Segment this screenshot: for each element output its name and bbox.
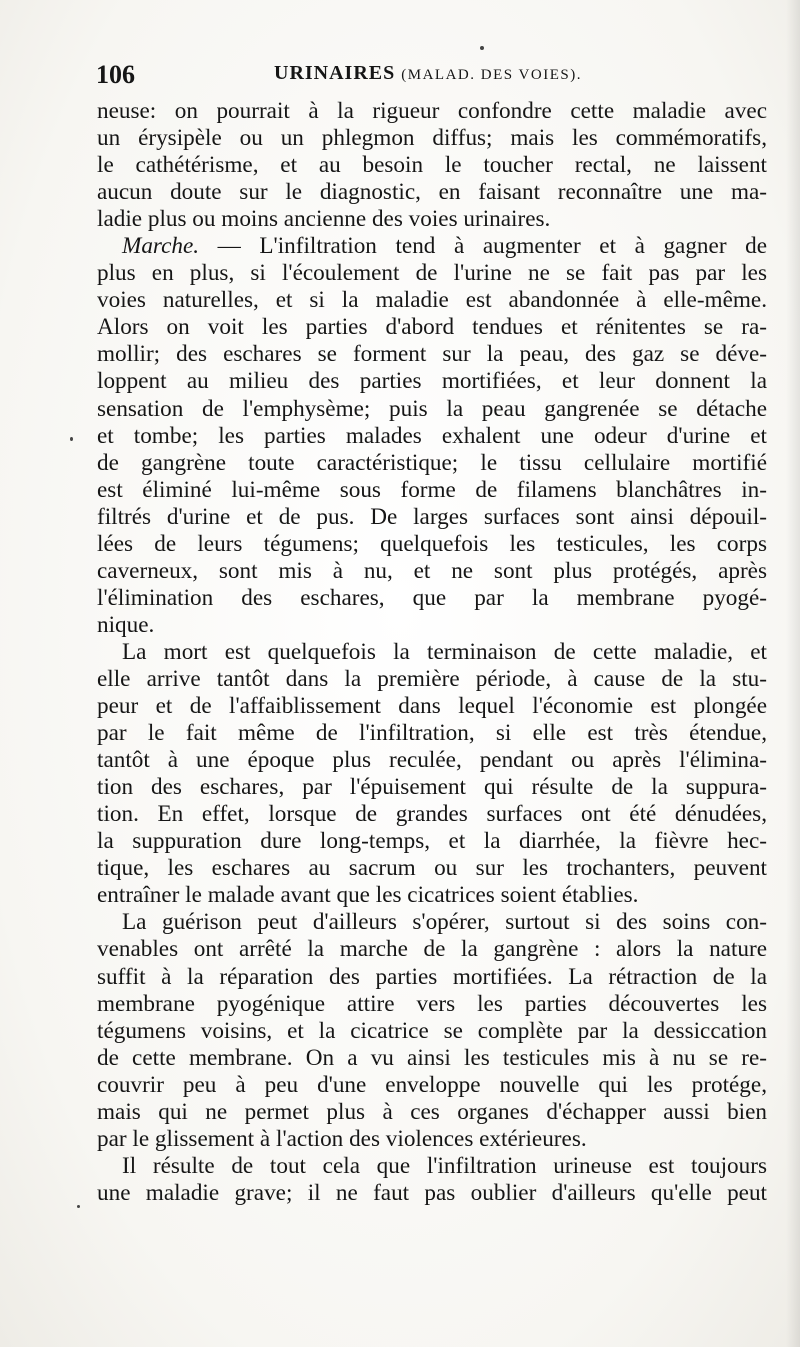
running-head xyxy=(274,62,582,85)
text-line: sensation de l'emphysème; puis la peau gangrenée se détache xyxy=(97,395,767,422)
spine-shadow xyxy=(786,0,800,1347)
ink-speck xyxy=(77,1205,80,1208)
text-line: tion des eschares, par l'épuisement qui résulte de la suppura- xyxy=(97,774,767,801)
text-line: nique. xyxy=(97,611,155,638)
text-line: mollir; des eschares se forment sur la peau, des gaz se déve- xyxy=(97,341,767,368)
text-line: le cathétérisme, et au besoin le toucher rectal, ne laissent xyxy=(97,152,767,179)
text-line: neuse: on pourrait à la rigueur confondre cette maladie avec xyxy=(97,98,767,124)
body-text xyxy=(97,98,767,1207)
text-line-marche xyxy=(97,233,767,260)
ink-speck xyxy=(70,437,73,441)
text-line: La mort est quelquefois la terminaison de cette maladie, et xyxy=(122,638,767,665)
text-line: tantôt à une époque plus reculée, pendant ou après l'élimina- xyxy=(97,747,767,774)
text-line: La guérison peut d'ailleurs s'opérer, surtout si des soins con- xyxy=(122,909,767,936)
running-head-main: URINAIRES xyxy=(274,62,396,84)
text-line: suffit à la réparation des parties mortifiées. La rétraction de la xyxy=(97,963,767,990)
text-line: Il résulte de tout cela que l'infiltration urineuse est toujours xyxy=(122,1152,767,1179)
text-line: de cette membrane. On a vu ainsi les testicules mis à nu se re- xyxy=(97,1044,767,1071)
marche-line-text: — L'infiltration tend à augmenter et à gagner de xyxy=(217,233,767,260)
text-line: tion. En effet, lorsque de grandes surfaces ont été dénudées, xyxy=(97,801,767,828)
text-line: par le fait même de l'infiltration, si elle est très étendue, xyxy=(97,720,767,747)
running-head-sub: (MALAD. DES VOIES). xyxy=(401,67,582,83)
text-line: tégumens voisins, et la cicatrice se complète par la dessiccation xyxy=(97,1017,767,1044)
text-line: tique, les eschares au sacrum ou sur les trochanters, peuvent xyxy=(97,855,767,882)
text-line: caverneux, sont mis à nu, et ne sont plus protégés, après xyxy=(97,557,767,584)
text-line: plus en plus, si l'écoulement de l'urine ne se fait pas par les xyxy=(97,260,767,287)
page-number: 106 xyxy=(96,60,135,89)
text-line: mais qui ne permet plus à ces organes d'échapper aussi bien xyxy=(97,1098,767,1125)
text-line: par le glissement à l'action des violences extérieures. xyxy=(97,1125,587,1152)
text-line: couvrir peu à peu d'une enveloppe nouvelle qui les protége, xyxy=(97,1071,767,1098)
text-line: venables ont arrêté la marche de la gangrène : alors la nature xyxy=(97,936,767,963)
text-line: peur et de l'affaiblissement dans lequel l'économie est plongée xyxy=(97,693,767,720)
text-line: Alors on voit les parties d'abord tendues et rénitentes se ra- xyxy=(97,314,767,341)
text-line: elle arrive tantôt dans la première période, à cause de la stu- xyxy=(97,665,767,692)
ink-speck xyxy=(480,46,484,50)
page-header xyxy=(96,60,768,90)
marche-label: Marche. xyxy=(122,233,200,260)
text-line: la suppuration dure long-temps, et la diarrhée, la fièvre hec- xyxy=(97,828,767,855)
text-line: loppent au milieu des parties mortifiées, et leur donnent la xyxy=(97,368,767,395)
text-line: voies naturelles, et si la maladie est abandonnée à elle-même. xyxy=(97,287,767,314)
text-line: et tombe; les parties malades exhalent une odeur d'urine et xyxy=(97,422,767,449)
text-line: entraîner le malade avant que les cicatrices soient établies. xyxy=(97,882,639,909)
text-line: membrane pyogénique attire vers les parties découvertes les xyxy=(97,990,767,1017)
text-line: est éliminé lui-même sous forme de filamens blanchâtres in- xyxy=(97,476,767,503)
text-line: filtrés d'urine et de pus. De larges surfaces sont ainsi dépouil- xyxy=(97,503,767,530)
text-line: l'élimination des eschares, que par la membrane pyogé- xyxy=(97,584,767,611)
text-line: lées de leurs tégumens; quelquefois les testicules, les corps xyxy=(97,530,767,557)
text-line: ladie plus ou moins ancienne des voies urinaires. xyxy=(97,206,551,233)
text-line: aucun doute sur le diagnostic, en faisant reconnaître une ma- xyxy=(97,179,767,206)
text-line: une maladie grave; il ne faut pas oublier d'ailleurs qu'elle peut xyxy=(97,1179,767,1206)
text-line: un érysipèle ou un phlegmon diffus; mais les commémoratifs, xyxy=(97,125,767,152)
text-line: de gangrène toute caractéristique; le tissu cellulaire mortifié xyxy=(97,449,767,476)
